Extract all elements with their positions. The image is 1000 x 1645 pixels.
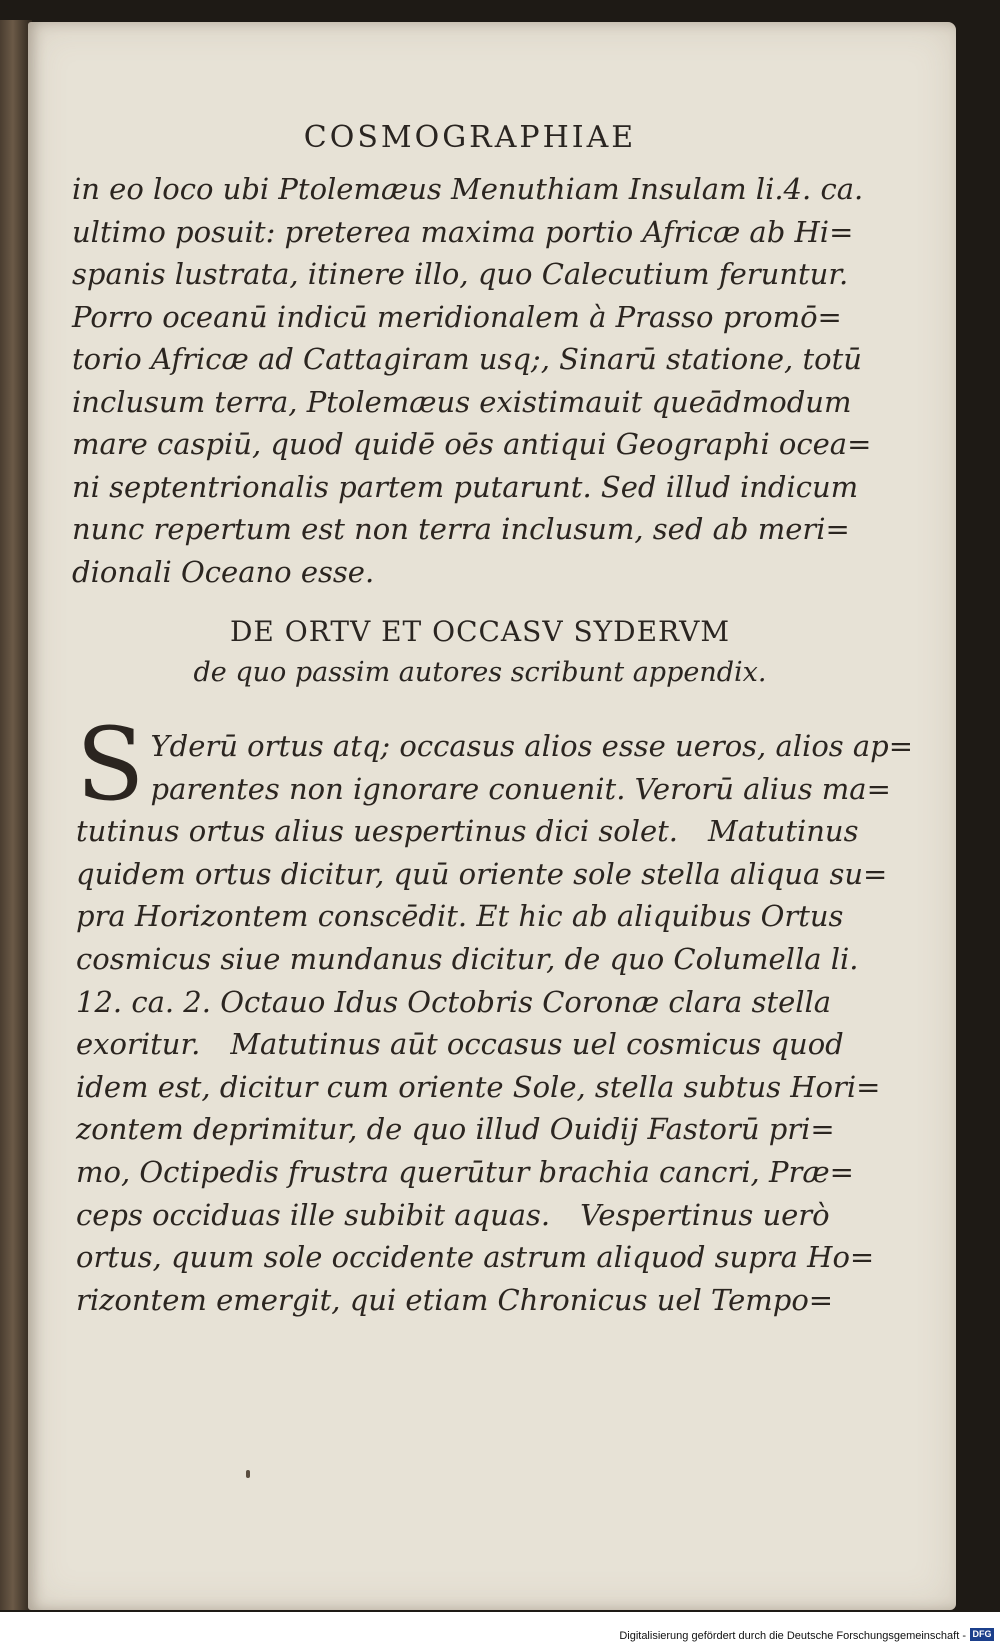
- paragraph-2: [76, 706, 914, 1321]
- text-line: 12. ca. 2. Octauo Idus Octobris Coronæ clara stella: [76, 984, 832, 1019]
- text-line: Yderū ortus atq; occasus alios esse ueros, alios ap=: [150, 729, 914, 763]
- text-line: quidem ortus dicitur, quū oriente sole stella aliqua su=: [76, 856, 888, 891]
- text-line: idem est, dicitur cum oriente Sole, stella subtus Hori=: [76, 1069, 881, 1104]
- text-line: spanis lustrata, itinere illo, quo Calecutium feruntur.: [72, 257, 849, 291]
- text-line: mare caspiū, quod quidē oēs antiqui Geographi ocea=: [72, 427, 872, 461]
- running-title: COSMOGRAPHIAE: [303, 120, 637, 155]
- ink-mark: [246, 1470, 250, 1478]
- text-line: torio Africæ ad Cattagiram usq;, Sinarū statione, totū: [72, 342, 862, 376]
- text-line: in eo loco ubi Ptolemæus Menuthiam Insulam li.4. ca.: [72, 172, 864, 206]
- text-line: parentes non ignorare conuenit. Verorū alius ma=: [150, 771, 891, 806]
- text-line: ultimo posuit: preterea maxima portio Africæ ab Hi=: [72, 214, 854, 249]
- text-line: tutinus ortus alius uespertinus dici solet. Matutinus: [76, 814, 859, 849]
- running-header: [0, 120, 1000, 155]
- text-line: rizontem emergit, qui etiam Chronicus uel Tempo=: [76, 1282, 834, 1317]
- section-subtitle: de quo passim autores scribunt appendix.: [193, 657, 767, 688]
- section-title: DE ORTV ET OCCASV SYDERVM: [229, 615, 730, 648]
- text-line: cosmicus siue mundanus dicitur, de quo Columella li.: [76, 941, 859, 976]
- text-line: inclusum terra, Ptolemæus existimauit queādmodum: [72, 384, 852, 419]
- text-line: mo, Octipedis frustra querūtur brachia cancri, Præ=: [76, 1154, 854, 1189]
- text-line: dionali Oceano esse.: [72, 554, 375, 589]
- dfg-logo: DFG: [970, 1628, 994, 1641]
- funding-credit: Digitalisierung gefördert durch die Deutsche Forschungsgemeinschaft -: [619, 1630, 966, 1642]
- text-line: Porro oceanū indicū meridionalem à Prasso promō=: [72, 299, 842, 334]
- text-line: pra Horizontem conscēdit. Et hic ab aliquibus Ortus: [76, 899, 844, 934]
- text-line: exoritur. Matutinus aūt occasus uel cosmicus quod: [76, 1027, 844, 1062]
- drop-cap: S: [76, 706, 145, 823]
- text-line: nunc repertum est non terra inclusum, sed ab meri=: [72, 512, 850, 546]
- text-line: zontem deprimitur, de quo illud Ouidij Fastorū pri=: [76, 1112, 835, 1147]
- paragraph-1: [72, 168, 872, 593]
- text-line: ortus, quum sole occidente astrum aliquod supra Ho=: [76, 1240, 875, 1275]
- text-line: ceps occiduas ille subibit aquas. Vespertinus uerò: [76, 1197, 830, 1232]
- text-line: ni septentrionalis partem putarunt. Sed illud indicum: [72, 469, 859, 504]
